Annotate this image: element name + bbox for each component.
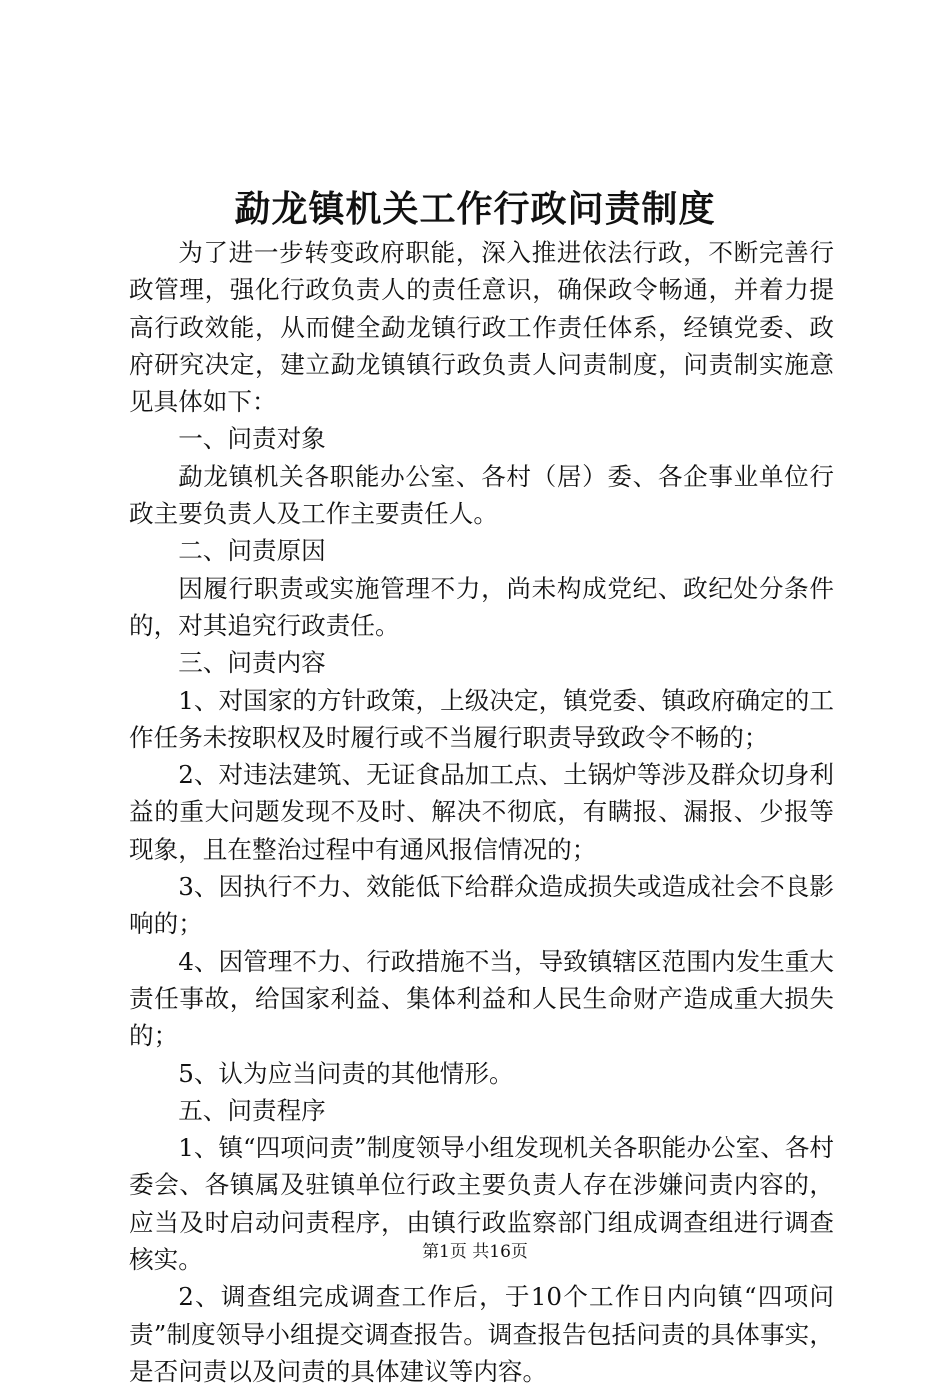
intro-paragraph: 为了进一步转变政府职能，深入推进依法行政，不断完善行政管理，强化行政负责人的责任意识，确保政令畅通，并着力提高行政效能，从而健全勐龙镇行政工作责任体系，经镇党委、政府研究决定，建立勐龙镇镇行政负责人问责制度，问责制实施意见具体如下： <box>129 238 834 417</box>
section-heading: 一、问责对象 <box>178 424 326 454</box>
list-item: 1、对国家的方针政策，上级决定，镇党委、镇政府确定的工作任务未按职权及时履行或不当履行职责导致政令不畅的； <box>129 685 834 752</box>
list-item: 3、因执行不力、效能低下给群众造成损失或造成社会不良影响的； <box>129 872 834 939</box>
list-item: 2、对违法建筑、无证食品加工点、土锅炉等涉及群众切身利益的重大问题发现不及时、解决不彻底，有瞒报、漏报、少报等现象，且在整治过程中有通风报信情况的； <box>129 760 834 864</box>
list-item: 5、认为应当问责的其他情形。 <box>178 1058 514 1088</box>
document-body <box>129 234 834 1390</box>
body-paragraph: 因履行职责或实施管理不力，尚未构成党纪、政纪处分条件的，对其追究行政责任。 <box>129 573 834 640</box>
list-item: 1、镇“四项问责”制度领导小组发现机关各职能办公室、各村委会、各镇属及驻镇单位行政主要负责人存在涉嫌问责内容的，应当及时启动问责程序，由镇行政监察部门组成调查组进行调查核实。 <box>129 1133 834 1275</box>
page-number-footer: 第1页 共16页 <box>422 1242 528 1262</box>
list-item: 2、调查组完成调查工作后，于10个工作日内向镇“四项问责”制度领导小组提交调查报告。调查报告包括问责的具体事实，是否问责以及问责的具体建议等内容。 <box>129 1282 834 1386</box>
body-paragraph: 勐龙镇机关各职能办公室、各村（居）委、各企事业单位行政主要负责人及工作主要责任人。 <box>129 461 834 529</box>
section-heading: 三、问责内容 <box>178 648 326 678</box>
list-item: 4、因管理不力、行政措施不当，导致镇辖区范围内发生重大责任事故，给国家利益、集体利益和人民生命财产造成重大损失的； <box>129 946 834 1051</box>
section-heading: 二、问责原因 <box>178 536 326 566</box>
document-title: 勐龙镇机关工作行政问责制度 <box>234 188 716 230</box>
section-heading: 五、问责程序 <box>178 1095 326 1125</box>
